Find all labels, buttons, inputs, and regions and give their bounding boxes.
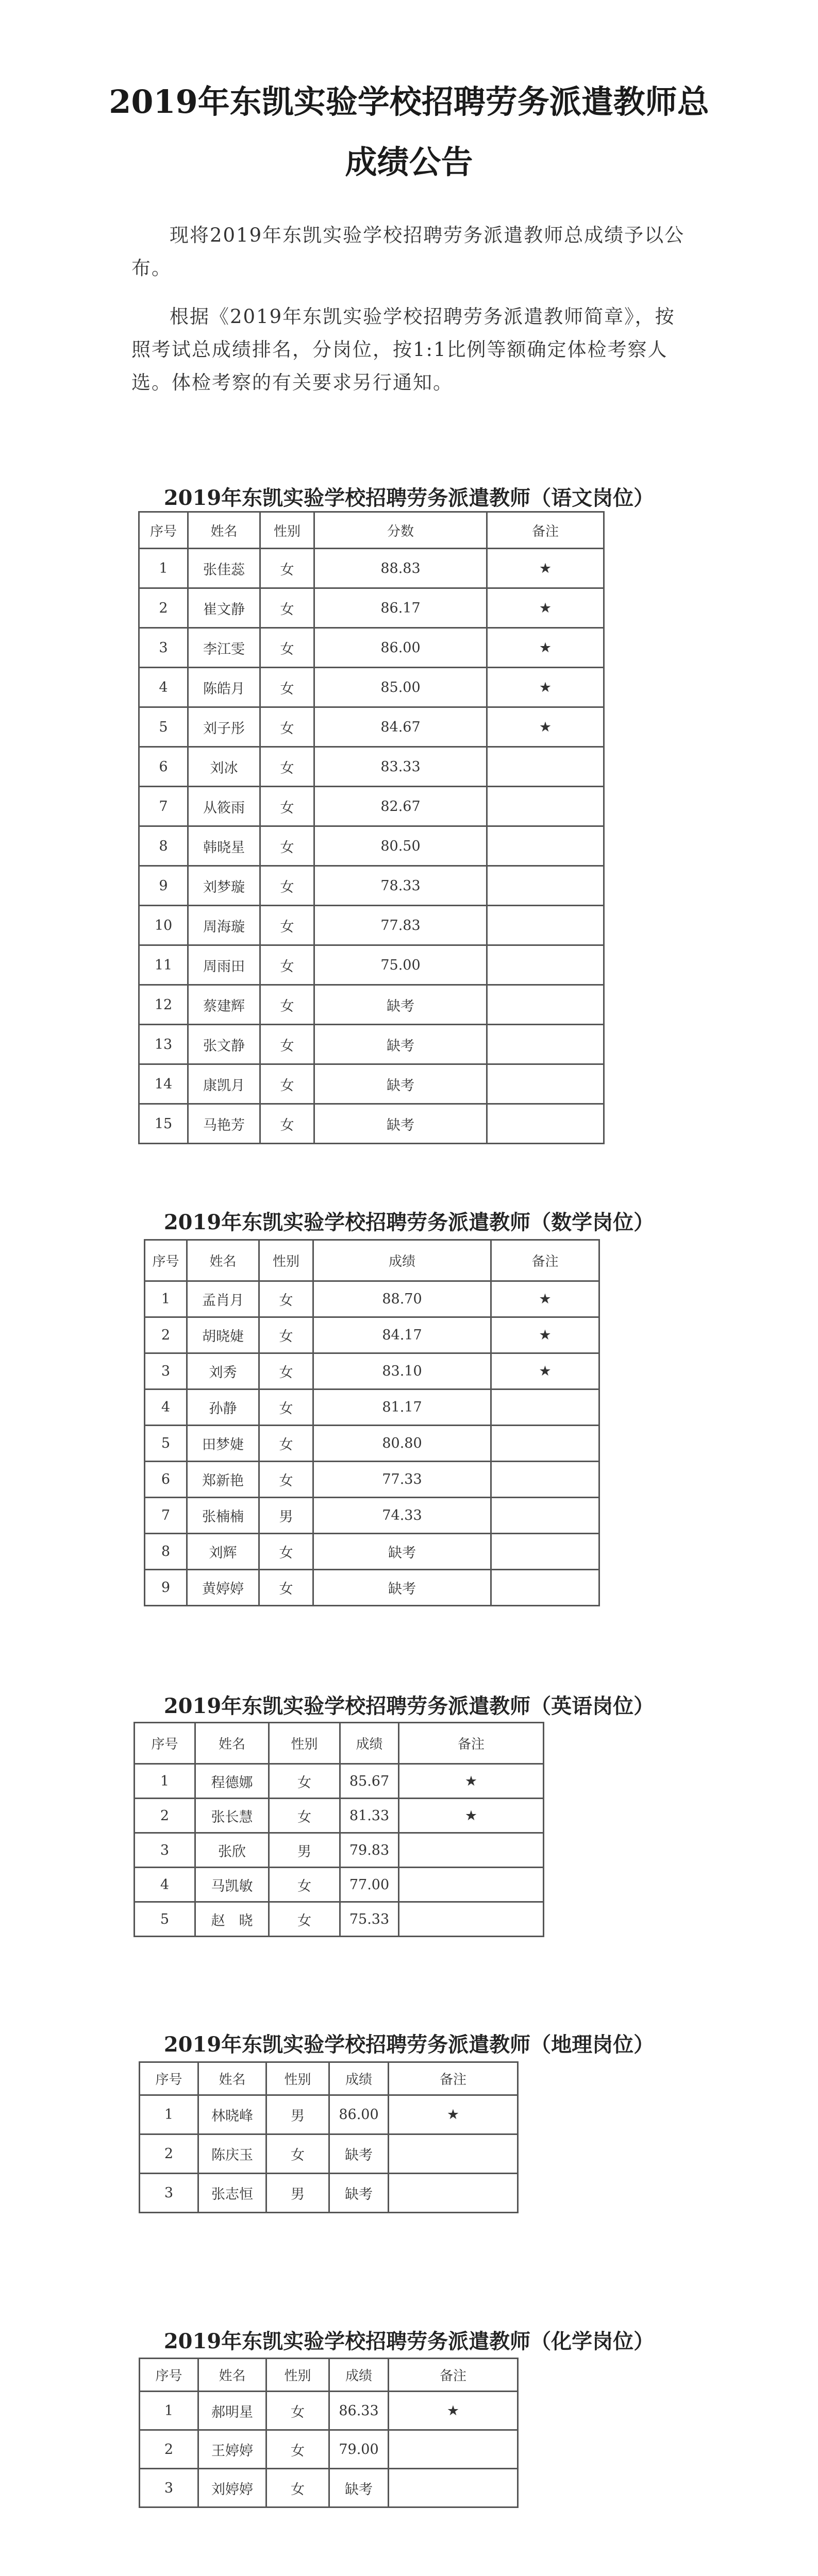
table-cell <box>487 985 604 1025</box>
column-header: 备注 <box>389 2062 518 2095</box>
column-header: 性别 <box>269 1723 340 1764</box>
table-cell: 9 <box>145 1570 187 1606</box>
table-row <box>145 1462 599 1498</box>
table-cell: 韩晓星 <box>188 826 260 866</box>
table-row <box>145 1534 599 1570</box>
table-cell <box>389 2469 518 2507</box>
table-cell: 郝明星 <box>198 2392 266 2430</box>
table-header-row <box>135 1723 544 1764</box>
table-cell: 5 <box>145 1426 187 1462</box>
table-cell: 2 <box>140 2134 198 2174</box>
section-title-chinese: 2019年东凯实验学校招聘劳务派遣教师（语文岗位） <box>163 486 655 510</box>
table-row <box>139 826 604 866</box>
table-cell: 女 <box>260 747 314 787</box>
table-cell: 15 <box>139 1104 188 1144</box>
table-row <box>135 1868 544 1902</box>
table-cell <box>399 1868 544 1902</box>
section-title-geography: 2019年东凯实验学校招聘劳务派遣教师（地理岗位） <box>163 2032 655 2057</box>
table-cell <box>491 1462 599 1498</box>
star-icon: ★ <box>491 1317 599 1353</box>
table-cell: 女 <box>260 906 314 945</box>
column-header: 分数 <box>314 512 487 549</box>
table-cell: 马艳芳 <box>188 1104 260 1144</box>
table-cell <box>487 945 604 985</box>
table-cell: 77.00 <box>340 1868 399 1902</box>
table-cell: 男 <box>266 2095 329 2134</box>
table-cell: 8 <box>139 826 188 866</box>
star-icon: ★ <box>487 588 604 628</box>
table-cell: 田梦婕 <box>187 1426 259 1462</box>
table-cell <box>487 747 604 787</box>
table-row <box>140 2469 518 2507</box>
table-cell: 3 <box>140 2174 198 2213</box>
table-cell: 缺考 <box>313 1534 491 1570</box>
table-cell: 3 <box>135 1833 195 1868</box>
star-icon: ★ <box>399 1764 544 1799</box>
table-row <box>145 1317 599 1353</box>
table-cell: 女 <box>259 1353 313 1389</box>
table-cell: 81.17 <box>313 1389 491 1426</box>
table-cell: 86.17 <box>314 588 487 628</box>
table-cell: 84.17 <box>313 1317 491 1353</box>
table-cell: 缺考 <box>314 1104 487 1144</box>
table-header-row <box>140 2062 518 2095</box>
score-table-math <box>144 1239 600 1606</box>
table-cell: 赵 晓 <box>195 1902 269 1937</box>
score-table-chemistry <box>139 2358 519 2508</box>
table-cell: 男 <box>269 1833 340 1868</box>
column-header: 成绩 <box>313 1240 491 1281</box>
table-cell: 女 <box>269 1902 340 1937</box>
table-cell <box>487 1064 604 1104</box>
table-cell: 郑新艳 <box>187 1462 259 1498</box>
column-header: 成绩 <box>329 2062 389 2095</box>
table-cell <box>487 1025 604 1064</box>
table-cell: 女 <box>260 787 314 826</box>
table-row <box>139 1104 604 1144</box>
table-cell <box>399 1902 544 1937</box>
table-cell: 女 <box>266 2469 329 2507</box>
table-cell: 女 <box>260 628 314 668</box>
star-icon: ★ <box>491 1281 599 1317</box>
table-cell: 马凯敏 <box>195 1868 269 1902</box>
table-cell: 4 <box>139 668 188 707</box>
table-cell: 82.67 <box>314 787 487 826</box>
table-cell: 陈皓月 <box>188 668 260 707</box>
table-cell: 3 <box>139 628 188 668</box>
table-cell <box>389 2134 518 2174</box>
table-cell: 刘梦璇 <box>188 866 260 906</box>
table-cell: 刘子彤 <box>188 707 260 747</box>
table-cell: 8 <box>145 1534 187 1570</box>
table-cell: 88.70 <box>313 1281 491 1317</box>
table-row <box>145 1389 599 1426</box>
table-cell: 周雨田 <box>188 945 260 985</box>
table-cell: 女 <box>266 2134 329 2174</box>
table-cell: 女 <box>259 1426 313 1462</box>
table-cell: 崔文静 <box>188 588 260 628</box>
table-cell: 男 <box>259 1498 313 1534</box>
table-row <box>135 1902 544 1937</box>
table-cell: 88.83 <box>314 549 487 588</box>
star-icon: ★ <box>389 2392 518 2430</box>
table-cell: 缺考 <box>314 1064 487 1104</box>
table-row <box>139 945 604 985</box>
table-cell: 4 <box>145 1389 187 1426</box>
column-header: 性别 <box>259 1240 313 1281</box>
table-cell: 周海璇 <box>188 906 260 945</box>
table-cell <box>487 1104 604 1144</box>
title-line-2: 成绩公告 <box>345 143 473 181</box>
table-cell: 女 <box>259 1462 313 1498</box>
column-header: 性别 <box>260 512 314 549</box>
table-cell: 3 <box>140 2469 198 2507</box>
table-cell: 缺考 <box>329 2134 389 2174</box>
table-cell: 4 <box>135 1868 195 1902</box>
table-row <box>139 866 604 906</box>
column-header: 姓名 <box>198 2062 266 2095</box>
table-cell <box>487 906 604 945</box>
table-row <box>145 1426 599 1462</box>
table-row <box>139 707 604 747</box>
section-title-math: 2019年东凯实验学校招聘劳务派遣教师（数学岗位） <box>163 1210 655 1234</box>
column-header: 姓名 <box>198 2359 266 2392</box>
table-cell: 1 <box>140 2095 198 2134</box>
table-cell: 女 <box>266 2392 329 2430</box>
table-cell: 74.33 <box>313 1498 491 1534</box>
table-cell: 83.10 <box>313 1353 491 1389</box>
section-title-chemistry: 2019年东凯实验学校招聘劳务派遣教师（化学岗位） <box>163 2329 655 2353</box>
table-cell: 刘冰 <box>188 747 260 787</box>
table-cell <box>491 1426 599 1462</box>
table-cell: 蔡建辉 <box>188 985 260 1025</box>
table-cell: 张文静 <box>188 1025 260 1064</box>
column-header: 姓名 <box>195 1723 269 1764</box>
column-header: 序号 <box>140 2062 198 2095</box>
star-icon: ★ <box>487 549 604 588</box>
score-table-english <box>133 1722 544 1937</box>
table-row <box>139 1025 604 1064</box>
table-cell: 75.00 <box>314 945 487 985</box>
column-header: 序号 <box>139 512 188 549</box>
column-header: 序号 <box>140 2359 198 2392</box>
table-cell <box>399 1833 544 1868</box>
table-cell: 女 <box>260 826 314 866</box>
table-cell: 女 <box>260 1025 314 1064</box>
table-row <box>140 2174 518 2213</box>
table-cell: 2 <box>139 588 188 628</box>
table-cell: 1 <box>139 549 188 588</box>
table-cell <box>491 1534 599 1570</box>
column-header: 备注 <box>491 1240 599 1281</box>
column-header: 性别 <box>266 2359 329 2392</box>
table-cell: 女 <box>269 1799 340 1833</box>
table-cell: 李江雯 <box>188 628 260 668</box>
table-cell: 5 <box>139 707 188 747</box>
table-cell: 11 <box>139 945 188 985</box>
table-cell: 女 <box>259 1389 313 1426</box>
column-header: 备注 <box>389 2359 518 2392</box>
table-cell: 2 <box>135 1799 195 1833</box>
table-cell: 陈庆玉 <box>198 2134 266 2174</box>
table-cell: 80.50 <box>314 826 487 866</box>
star-icon: ★ <box>491 1353 599 1389</box>
column-header: 成绩 <box>340 1723 399 1764</box>
table-cell: 86.00 <box>314 628 487 668</box>
table-cell <box>389 2430 518 2469</box>
table-cell <box>491 1389 599 1426</box>
table-cell: 77.83 <box>314 906 487 945</box>
table-row <box>145 1281 599 1317</box>
table-cell: 女 <box>266 2430 329 2469</box>
table-row <box>140 2430 518 2469</box>
table-cell: 9 <box>139 866 188 906</box>
intro-paragraph-1: 现将2019年东凯实验学校招聘劳务派遣教师总成绩予以公布。 <box>131 224 685 279</box>
table-cell: 黄婷婷 <box>187 1570 259 1606</box>
table-header-row <box>145 1240 599 1281</box>
table-cell: 程德娜 <box>195 1764 269 1799</box>
column-header: 性别 <box>266 2062 329 2095</box>
table-cell: 女 <box>260 985 314 1025</box>
table-cell: 胡晓婕 <box>187 1317 259 1353</box>
table-cell: 缺考 <box>314 1025 487 1064</box>
table-cell: 女 <box>259 1534 313 1570</box>
table-cell: 14 <box>139 1064 188 1104</box>
table-cell: 3 <box>145 1353 187 1389</box>
column-header: 序号 <box>135 1723 195 1764</box>
table-cell: 女 <box>260 945 314 985</box>
table-cell: 从筱雨 <box>188 787 260 826</box>
table-cell: 79.00 <box>329 2430 389 2469</box>
table-cell <box>487 826 604 866</box>
section-title-english: 2019年东凯实验学校招聘劳务派遣教师（英语岗位） <box>163 1694 655 1718</box>
table-cell: 85.67 <box>340 1764 399 1799</box>
table-row <box>140 2392 518 2430</box>
score-table-chinese <box>138 511 605 1144</box>
star-icon: ★ <box>399 1799 544 1833</box>
table-cell: 缺考 <box>329 2469 389 2507</box>
table-cell: 缺考 <box>314 985 487 1025</box>
table-cell: 1 <box>145 1281 187 1317</box>
intro-paragraph-2: 根据《2019年东凯实验学校招聘劳务派遣教师简章》，按照考试总成绩排名，分岗位，按1:1比例等额确定体检考察人选。体检考察的有关要求另行通知。 <box>131 306 675 394</box>
table-cell: 女 <box>269 1764 340 1799</box>
table-cell: 缺考 <box>329 2174 389 2213</box>
table-cell: 男 <box>266 2174 329 2213</box>
table-cell: 刘婷婷 <box>198 2469 266 2507</box>
table-cell: 1 <box>135 1764 195 1799</box>
table-row <box>139 668 604 707</box>
table-cell: 12 <box>139 985 188 1025</box>
table-cell: 张志恒 <box>198 2174 266 2213</box>
table-cell: 6 <box>145 1462 187 1498</box>
table-row <box>139 588 604 628</box>
column-header: 备注 <box>399 1723 544 1764</box>
table-cell: 78.33 <box>314 866 487 906</box>
table-cell: 79.83 <box>340 1833 399 1868</box>
table-cell: 孙静 <box>187 1389 259 1426</box>
table-cell: 孟肖月 <box>187 1281 259 1317</box>
table-row <box>139 906 604 945</box>
table-row <box>145 1570 599 1606</box>
star-icon: ★ <box>487 707 604 747</box>
score-table-geography <box>139 2061 519 2213</box>
table-cell: 女 <box>260 866 314 906</box>
table-row <box>135 1833 544 1868</box>
table-cell: 女 <box>260 1064 314 1104</box>
table-row <box>135 1764 544 1799</box>
table-row <box>139 549 604 588</box>
table-cell: 张佳蕊 <box>188 549 260 588</box>
table-row <box>139 787 604 826</box>
column-header: 姓名 <box>188 512 260 549</box>
table-cell: 5 <box>135 1902 195 1937</box>
table-cell <box>487 866 604 906</box>
table-cell: 女 <box>259 1570 313 1606</box>
table-cell: 女 <box>260 707 314 747</box>
table-cell: 2 <box>145 1317 187 1353</box>
table-cell: 7 <box>145 1498 187 1534</box>
table-cell: 女 <box>259 1281 313 1317</box>
table-cell: 1 <box>140 2392 198 2430</box>
column-header: 成绩 <box>329 2359 389 2392</box>
table-cell: 女 <box>260 588 314 628</box>
table-cell: 林晓峰 <box>198 2095 266 2134</box>
table-header-row <box>140 2359 518 2392</box>
table-cell: 81.33 <box>340 1799 399 1833</box>
table-cell: 75.33 <box>340 1902 399 1937</box>
table-cell: 女 <box>260 668 314 707</box>
table-cell <box>389 2174 518 2213</box>
table-cell: 张楠楠 <box>187 1498 259 1534</box>
table-cell: 77.33 <box>313 1462 491 1498</box>
table-row <box>139 747 604 787</box>
table-cell: 10 <box>139 906 188 945</box>
table-cell: 86.00 <box>329 2095 389 2134</box>
table-cell: 13 <box>139 1025 188 1064</box>
table-cell: 7 <box>139 787 188 826</box>
table-cell <box>491 1570 599 1606</box>
table-row <box>139 1064 604 1104</box>
table-cell: 86.33 <box>329 2392 389 2430</box>
star-icon: ★ <box>487 628 604 668</box>
table-cell: 女 <box>260 1104 314 1144</box>
table-cell: 女 <box>259 1317 313 1353</box>
table-cell: 女 <box>260 549 314 588</box>
table-cell: 张欣 <box>195 1833 269 1868</box>
column-header: 序号 <box>145 1240 187 1281</box>
table-cell: 康凯月 <box>188 1064 260 1104</box>
table-cell <box>491 1498 599 1534</box>
table-row <box>145 1353 599 1389</box>
table-cell: 缺考 <box>313 1570 491 1606</box>
table-cell: 刘辉 <box>187 1534 259 1570</box>
table-header-row <box>139 512 604 549</box>
table-cell: 6 <box>139 747 188 787</box>
table-cell: 女 <box>269 1868 340 1902</box>
title-line-1: 2019年东凯实验学校招聘劳务派遣教师总 <box>109 83 709 121</box>
table-row <box>139 628 604 668</box>
table-cell: 83.33 <box>314 747 487 787</box>
column-header: 备注 <box>487 512 604 549</box>
table-row <box>140 2095 518 2134</box>
table-cell: 80.80 <box>313 1426 491 1462</box>
table-cell <box>487 787 604 826</box>
table-cell: 张长慧 <box>195 1799 269 1833</box>
column-header: 姓名 <box>187 1240 259 1281</box>
table-cell: 85.00 <box>314 668 487 707</box>
table-cell: 2 <box>140 2430 198 2469</box>
table-row <box>135 1799 544 1833</box>
star-icon: ★ <box>389 2095 518 2134</box>
star-icon: ★ <box>487 668 604 707</box>
table-row <box>140 2134 518 2174</box>
table-cell: 刘秀 <box>187 1353 259 1389</box>
table-row <box>145 1498 599 1534</box>
table-row <box>139 985 604 1025</box>
table-cell: 84.67 <box>314 707 487 747</box>
table-cell: 王婷婷 <box>198 2430 266 2469</box>
